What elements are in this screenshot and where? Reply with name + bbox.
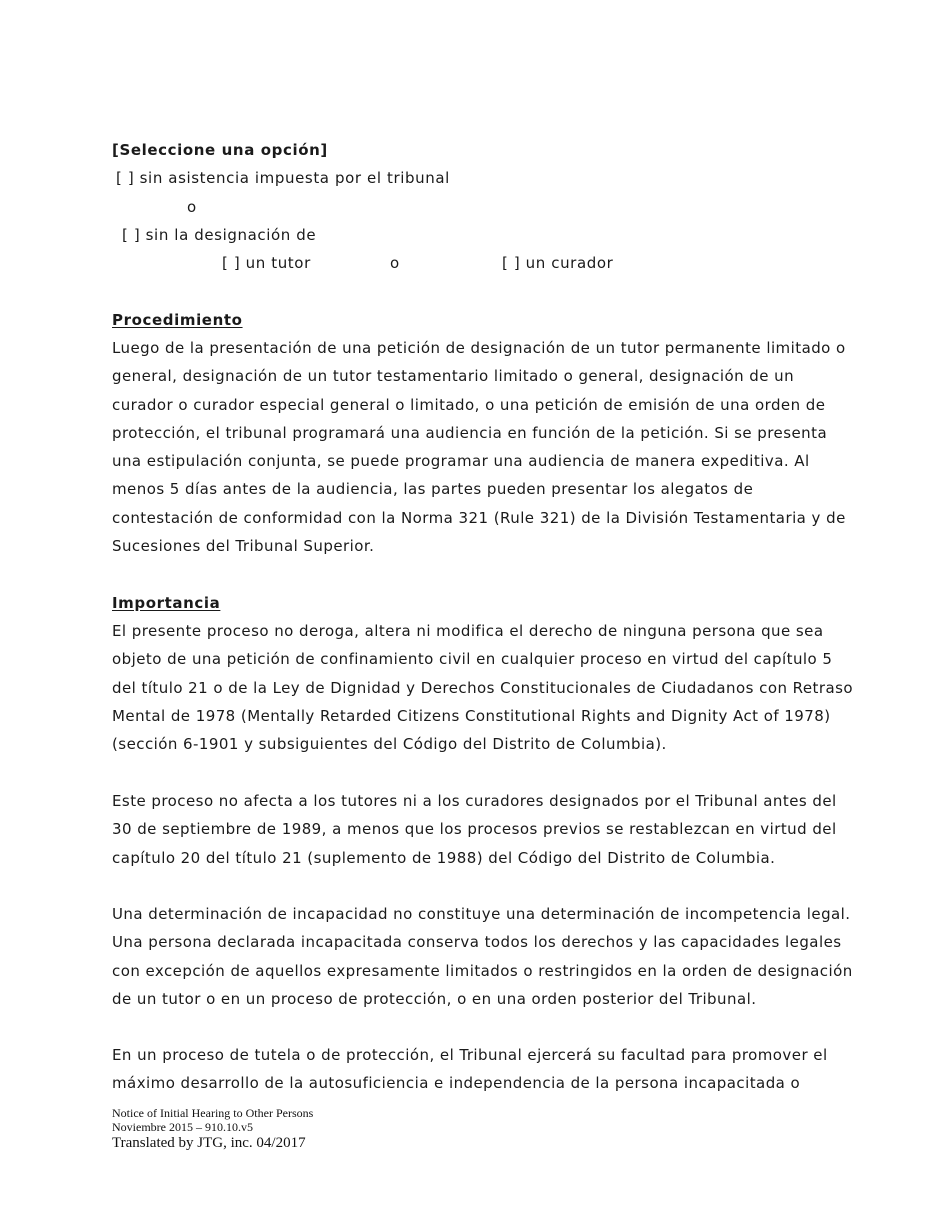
paragraph-line: Una determinación de incapacidad no constituye una determinación de incompetencia legal. (112, 905, 851, 923)
paragraph-line: protección, el tribunal programará una audiencia en función de la petición. Si se presenta (112, 423, 828, 442)
option-tutor[interactable]: [ ] un tutor (222, 254, 311, 272)
footer-translation-credit: Translated by JTG, inc. 04/2017 (112, 1135, 306, 1151)
select-option-header: [Seleccione una opción] (112, 141, 328, 159)
paragraph-line: capítulo 20 del título 21 (suplemento de 1988) del Código del Distrito de Columbia. (112, 848, 776, 867)
procedimiento-heading: Procedimiento (112, 311, 243, 329)
or-separator-2: o (390, 254, 400, 272)
paragraph-line: objeto de una petición de confinamiento civil en cualquier proceso en virtud del capítulo 5 (112, 650, 833, 669)
paragraph-line: del título 21 o de la Ley de Dignidad y Derechos Constitucionales de Ciudadanos con Retraso (112, 678, 853, 697)
paragraph-line: máximo desarrollo de la autosuficiencia e independencia de la persona incapacitada o (112, 1074, 801, 1093)
importancia-paragraph-3 (112, 900, 852, 1013)
paragraph-line: Mental de 1978 (Mentally Retarded Citizens Constitutional Rights and Dignity Act of 1978) (112, 706, 831, 725)
paragraph-line: con excepción de aquellos expresamente limitados o restringidos en la orden de designación (112, 961, 853, 980)
option-no-assistance[interactable]: [ ] sin asistencia impuesta por el tribunal (116, 169, 450, 187)
paragraph-line: Sucesiones del Tribunal Superior. (112, 537, 375, 556)
paragraph-line: (sección 6-1901 y subsiguientes del Código del Distrito de Columbia). (112, 735, 667, 754)
option-curador[interactable]: [ ] un curador (502, 254, 614, 272)
importancia-paragraph-4 (112, 1041, 852, 1098)
footer-form-title: Notice of Initial Hearing to Other Persons (112, 1106, 314, 1120)
option-no-designation[interactable]: [ ] sin la designación de (122, 226, 317, 244)
paragraph-line: curador o curador especial general o limitado, o una petición de emisión de una orden de (112, 395, 826, 414)
paragraph-line: general, designación de un tutor testamentario limitado o general, designación de un (112, 367, 795, 386)
paragraph-line: En un proceso de tutela o de protección, el Tribunal ejercerá su facultad para promover el (112, 1046, 828, 1064)
importancia-paragraph-2 (112, 787, 852, 872)
paragraph-line: Luego de la presentación de una petición de designación de un tutor permanente limitado o (112, 339, 846, 357)
importancia-heading: Importancia (112, 594, 221, 612)
footer-form-version: Noviembre 2015 – 910.10.v5 (112, 1120, 253, 1134)
paragraph-line: contestación de conformidad con la Norma 321 (Rule 321) de la División Testamentaria y de (112, 508, 846, 527)
paragraph-line: Una persona declarada incapacitada conserva todos los derechos y las capacidades legales (112, 933, 842, 952)
procedimiento-paragraph (112, 334, 852, 560)
paragraph-line: Este proceso no afecta a los tutores ni a los curadores designados por el Tribunal antes del (112, 792, 837, 810)
paragraph-line: una estipulación conjunta, se puede programar una audiencia de manera expeditiva. Al (112, 452, 810, 471)
or-separator-1: o (187, 198, 197, 216)
importancia-paragraph-1 (112, 617, 852, 758)
paragraph-line: El presente proceso no deroga, altera ni modifica el derecho de ninguna persona que sea (112, 622, 824, 640)
paragraph-line: menos 5 días antes de la audiencia, las partes pueden presentar los alegatos de (112, 480, 754, 499)
paragraph-line: de un tutor o en un proceso de protección, o en una orden posterior del Tribunal. (112, 989, 757, 1008)
paragraph-line: 30 de septiembre de 1989, a menos que los procesos previos se restablezcan en virtud del (112, 820, 837, 839)
